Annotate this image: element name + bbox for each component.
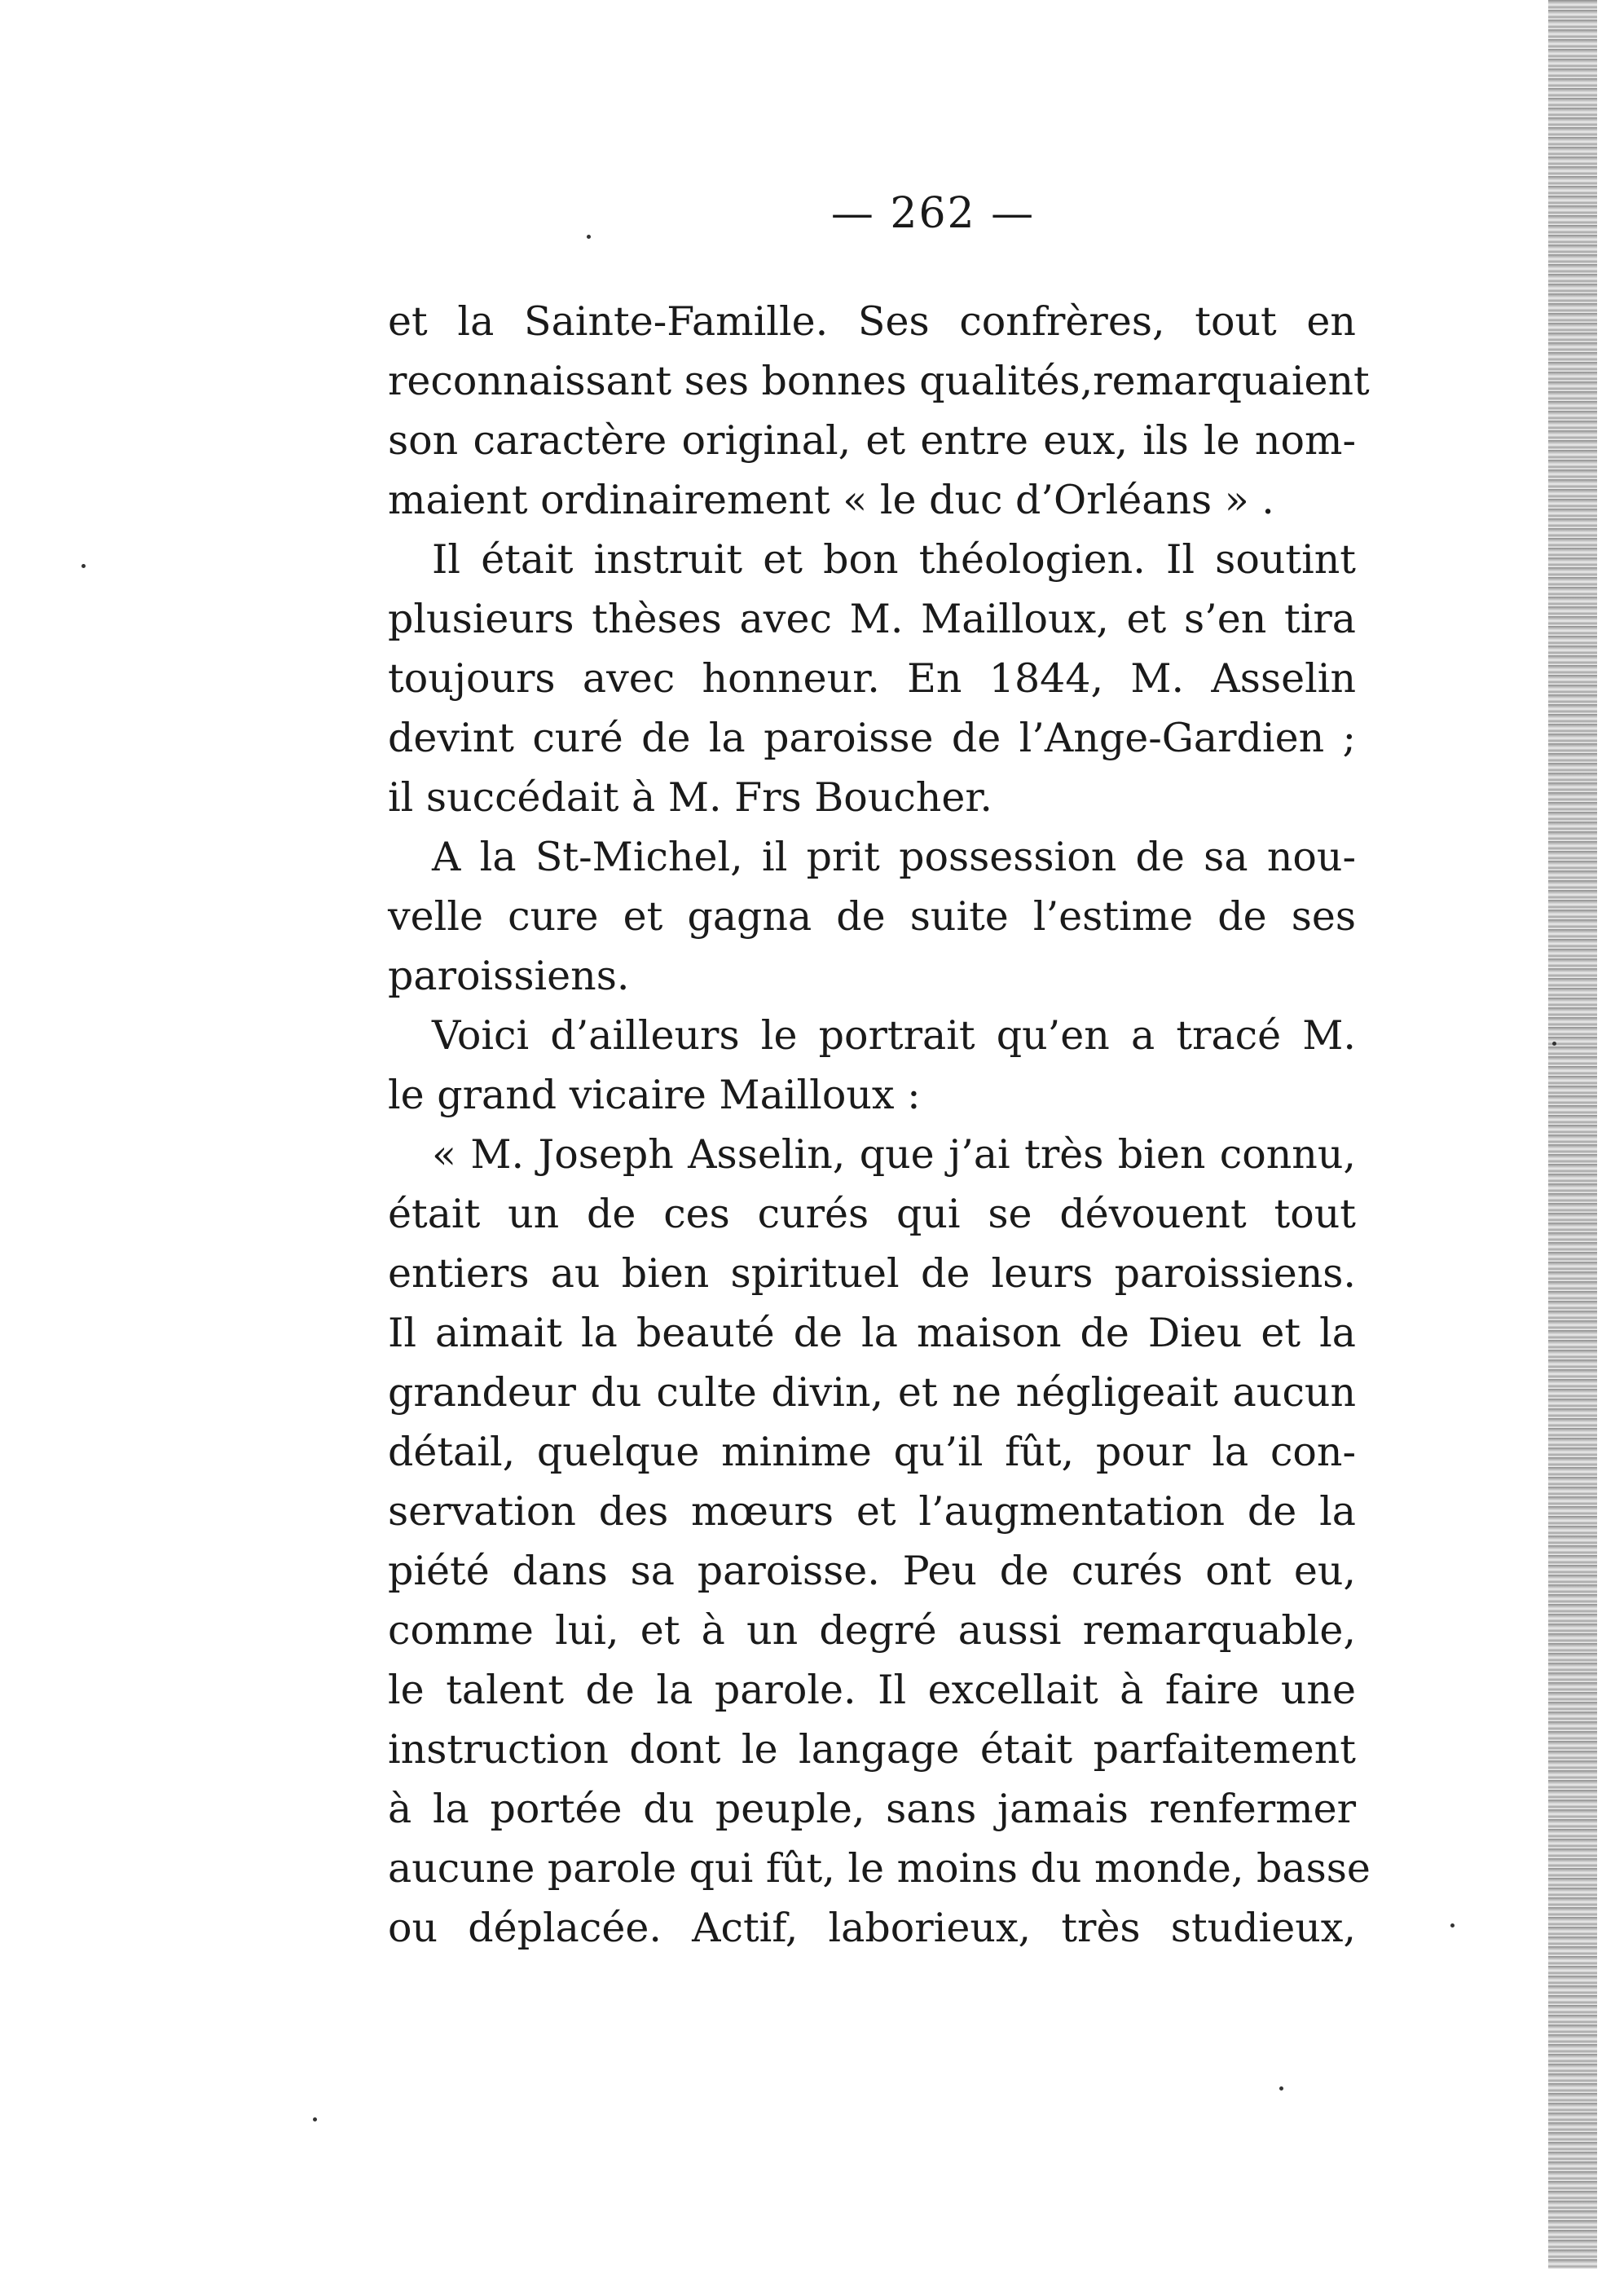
page-number: — 262 — xyxy=(830,189,1036,238)
text-line: instruction dont le langage était parfaitement xyxy=(388,1726,1356,1773)
text-line: Voici d’ailleurs le portrait qu’en a tracé M. xyxy=(432,1012,1356,1059)
text-line: le grand vicaire Mailloux : xyxy=(388,1072,921,1118)
text-line: à la portée du peuple, sans jamais renfermer xyxy=(388,1786,1356,1832)
text-line: aucune parole qui fût, le moins du monde, basse xyxy=(388,1845,1371,1892)
scan-speck xyxy=(313,2117,317,2121)
text-line: piété dans sa paroisse. Peu de curés ont eu, xyxy=(388,1548,1356,1594)
body-text xyxy=(388,292,1371,1958)
text-line: maient ordinairement « le duc d’Orléans » . xyxy=(388,477,1274,523)
text-line: paroissiens. xyxy=(388,953,630,999)
scan-speck xyxy=(1552,1042,1556,1046)
text-line: « M. Joseph Asselin, que j’ai très bien connu, xyxy=(432,1131,1356,1178)
text-line: ou déplacée. Actif, laborieux, très studieux, xyxy=(388,1905,1356,1951)
scan-speck xyxy=(1450,1923,1455,1928)
text-line: était un de ces curés qui se dévouent tout xyxy=(388,1191,1356,1237)
text-line: servation des mœurs et l’augmentation de la xyxy=(388,1488,1356,1535)
text-line: détail, quelque minime qu’il fût, pour la con- xyxy=(388,1429,1356,1475)
text-line: devint curé de la paroisse de l’Ange-Gardien ; xyxy=(388,715,1356,761)
text-line: Il aimait la beauté de la maison de Dieu et la xyxy=(388,1310,1356,1356)
text-line: entiers au bien spirituel de leurs paroissiens. xyxy=(388,1250,1356,1297)
scan-speck xyxy=(587,235,591,239)
text-line: grandeur du culte divin, et ne négligeait aucun xyxy=(388,1369,1356,1416)
text-line: toujours avec honneur. En 1844, M. Asselin xyxy=(388,655,1356,702)
text-line: velle cure et gagna de suite l’estime de ses xyxy=(388,893,1356,940)
scan-speck xyxy=(1279,2086,1283,2091)
text-line: il succédait à M. Frs Boucher. xyxy=(388,774,992,821)
text-line: Il était instruit et bon théologien. Il soutint xyxy=(432,536,1356,583)
text-line: comme lui, et à un degré aussi remarquable, xyxy=(388,1607,1356,1654)
text-line: A la St-Michel, il prit possession de sa nou- xyxy=(432,834,1356,880)
text-line: et la Sainte-Famille. Ses confrères, tout en xyxy=(388,298,1356,345)
scan-page-edge xyxy=(1597,0,1624,2269)
text-line: reconnaissant ses bonnes qualités,remarquaient xyxy=(388,358,1370,404)
text-line: son caractère original, et entre eux, ils le nom- xyxy=(388,417,1356,464)
text-line: plusieurs thèses avec M. Mailloux, et s’en tira xyxy=(388,596,1356,642)
text-line: le talent de la parole. Il excellait à faire une xyxy=(388,1667,1356,1713)
scan-gutter-shadow xyxy=(1548,0,1600,2269)
scan-speck xyxy=(81,564,86,568)
